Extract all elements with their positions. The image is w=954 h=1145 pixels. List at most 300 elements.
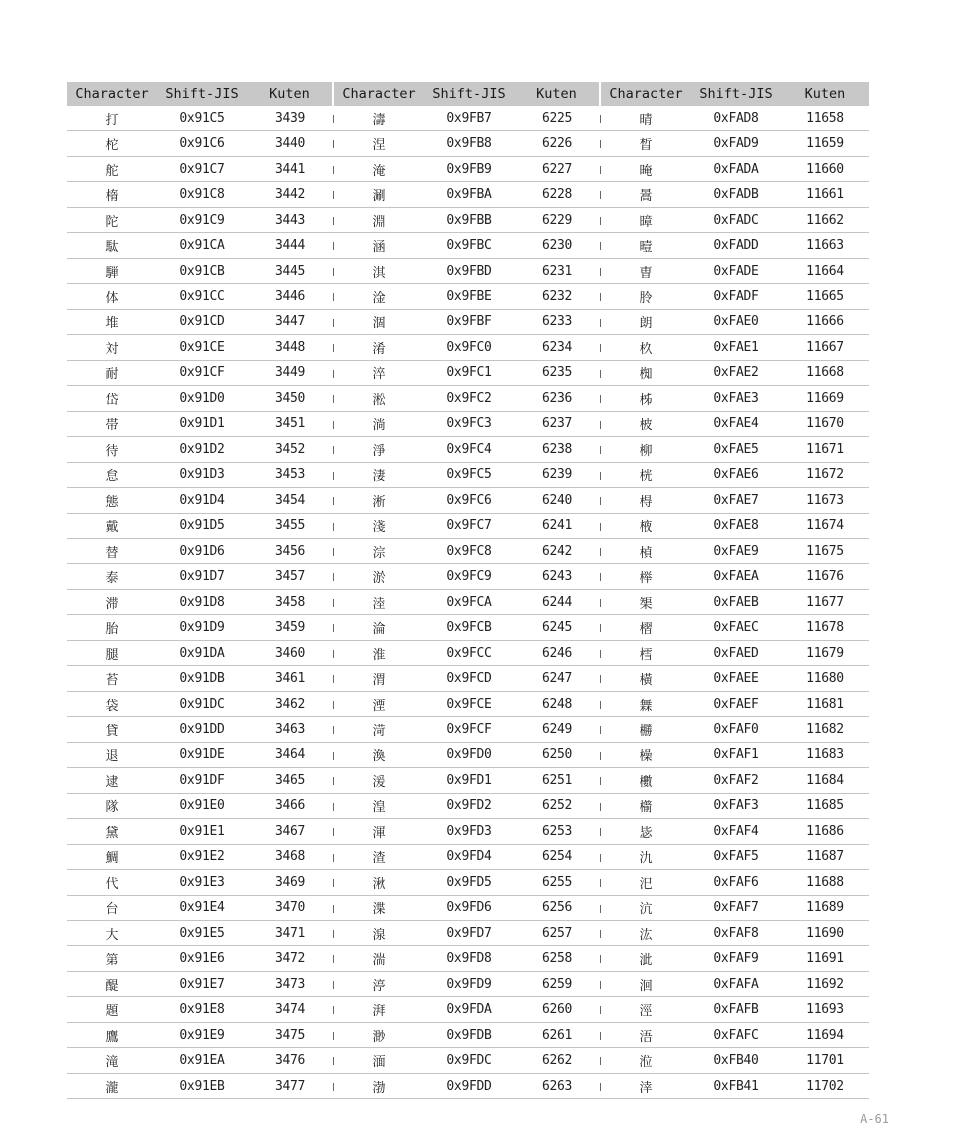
kuten-cell: 11664 (781, 258, 869, 283)
kuten-cell: 6256 (514, 895, 600, 920)
shift-jis-cell: 0xFAEC (691, 615, 781, 640)
character-cell: 暲 (601, 207, 691, 232)
character-cell: 湲 (334, 768, 424, 793)
character-cell: 淒 (334, 462, 424, 487)
group-divider (333, 946, 334, 971)
character-cell: 櫤 (601, 793, 691, 818)
shift-jis-cell: 0xFAD9 (691, 131, 781, 156)
character-cell: 大 (67, 921, 157, 946)
shift-jis-cell: 0x91DC (157, 691, 247, 716)
kuten-cell: 3462 (247, 691, 333, 716)
character-cell: 槢 (601, 615, 691, 640)
kuten-cell: 3447 (247, 309, 333, 334)
shift-jis-cell: 0x9FD5 (424, 870, 514, 895)
shift-jis-cell: 0x9FC6 (424, 488, 514, 513)
kuten-cell: 6235 (514, 360, 600, 385)
character-cell: 湟 (334, 793, 424, 818)
kuten-cell: 11692 (781, 971, 869, 996)
group-divider (333, 615, 334, 640)
character-cell: 氿 (601, 844, 691, 869)
kuten-cell: 11666 (781, 309, 869, 334)
group-divider (600, 488, 601, 513)
shift-jis-cell: 0xFADC (691, 207, 781, 232)
shift-jis-cell: 0x91EA (157, 1048, 247, 1073)
kuten-cell: 6237 (514, 411, 600, 436)
character-cell: 涇 (601, 997, 691, 1022)
shift-jis-cell: 0x9FBD (424, 258, 514, 283)
shift-jis-cell: 0xFAEA (691, 564, 781, 589)
character-cell: 駄 (67, 233, 157, 258)
header-shift-jis-3: Shift-JIS (691, 82, 781, 106)
shift-jis-cell: 0xFAF6 (691, 870, 781, 895)
kuten-cell: 11675 (781, 538, 869, 563)
character-cell: 耐 (67, 360, 157, 385)
shift-jis-cell: 0xFAF8 (691, 921, 781, 946)
kuten-cell: 6254 (514, 844, 600, 869)
character-cell: 晻 (601, 156, 691, 181)
kuten-cell: 6259 (514, 971, 600, 996)
shift-jis-cell: 0x91D7 (157, 564, 247, 589)
table-row (67, 946, 869, 971)
kuten-cell: 6227 (514, 156, 600, 181)
character-cell: 湫 (334, 870, 424, 895)
kuten-cell: 11689 (781, 895, 869, 920)
character-cell: 橳 (601, 717, 691, 742)
character-cell: 淵 (334, 207, 424, 232)
group-divider (333, 971, 334, 996)
group-divider (333, 360, 334, 385)
shift-jis-cell: 0x91C7 (157, 156, 247, 181)
character-cell: 毖 (601, 819, 691, 844)
character-code-table (67, 82, 869, 1099)
table-row (67, 488, 869, 513)
kuten-cell: 6253 (514, 819, 600, 844)
kuten-cell: 11658 (781, 106, 869, 131)
kuten-cell: 3476 (247, 1048, 333, 1073)
shift-jis-cell: 0x9FCE (424, 691, 514, 716)
shift-jis-cell: 0xFAE6 (691, 462, 781, 487)
shift-jis-cell: 0x91CA (157, 233, 247, 258)
shift-jis-cell: 0xFAF5 (691, 844, 781, 869)
group-divider (600, 793, 601, 818)
character-cell: 渭 (334, 666, 424, 691)
table-row (67, 1048, 869, 1073)
kuten-cell: 3468 (247, 844, 333, 869)
shift-jis-cell: 0x91C6 (157, 131, 247, 156)
kuten-cell: 6258 (514, 946, 600, 971)
group-divider (600, 946, 601, 971)
kuten-cell: 3444 (247, 233, 333, 258)
table-row (67, 1022, 869, 1047)
shift-jis-cell: 0x9FD1 (424, 768, 514, 793)
kuten-cell: 6232 (514, 284, 600, 309)
character-cell: 泰 (67, 564, 157, 589)
kuten-cell: 3455 (247, 513, 333, 538)
table-row (67, 971, 869, 996)
character-cell: 櫢 (601, 768, 691, 793)
kuten-cell: 6247 (514, 666, 600, 691)
header-kuten-2: Kuten (514, 82, 600, 106)
shift-jis-cell: 0x9FC9 (424, 564, 514, 589)
character-cell: 沆 (601, 895, 691, 920)
character-cell: 涅 (334, 131, 424, 156)
character-cell: 渫 (334, 895, 424, 920)
character-cell: 淪 (334, 615, 424, 640)
kuten-cell: 3473 (247, 971, 333, 996)
table-body (67, 106, 869, 1099)
kuten-cell: 6234 (514, 335, 600, 360)
kuten-cell: 6255 (514, 870, 600, 895)
character-cell: 淮 (334, 640, 424, 665)
character-cell: 杦 (601, 335, 691, 360)
character-cell: 洄 (601, 971, 691, 996)
shift-jis-cell: 0x9FDA (424, 997, 514, 1022)
character-cell: 汯 (601, 921, 691, 946)
group-divider (333, 131, 334, 156)
group-divider (600, 615, 601, 640)
kuten-cell: 3449 (247, 360, 333, 385)
shift-jis-cell: 0x9FDB (424, 1022, 514, 1047)
table-row (67, 207, 869, 232)
character-cell: 淇 (334, 258, 424, 283)
shift-jis-cell: 0xFAE2 (691, 360, 781, 385)
group-divider (600, 233, 601, 258)
table-row (67, 589, 869, 614)
shift-jis-cell: 0xFAE9 (691, 538, 781, 563)
kuten-cell: 11688 (781, 870, 869, 895)
character-cell: 戴 (67, 513, 157, 538)
kuten-cell: 6262 (514, 1048, 600, 1073)
group-divider (333, 207, 334, 232)
character-cell: 晳 (601, 131, 691, 156)
shift-jis-cell: 0x9FBA (424, 182, 514, 207)
shift-jis-cell: 0x91DD (157, 717, 247, 742)
character-cell: 橆 (601, 691, 691, 716)
character-cell: 柳 (601, 437, 691, 462)
character-cell: 渮 (334, 717, 424, 742)
header-character-1: Character (67, 82, 157, 106)
shift-jis-cell: 0x91E5 (157, 921, 247, 946)
character-cell: 柹 (601, 386, 691, 411)
kuten-cell: 11662 (781, 207, 869, 232)
kuten-cell: 6233 (514, 309, 600, 334)
character-cell: 渣 (334, 844, 424, 869)
character-cell: 逮 (67, 768, 157, 793)
group-divider (333, 284, 334, 309)
group-divider (333, 564, 334, 589)
character-cell: 淬 (334, 360, 424, 385)
shift-jis-cell: 0x91CE (157, 335, 247, 360)
kuten-cell: 11676 (781, 564, 869, 589)
character-cell: 楨 (601, 538, 691, 563)
group-divider (333, 921, 334, 946)
group-divider (333, 488, 334, 513)
character-cell: 腿 (67, 640, 157, 665)
kuten-cell: 11702 (781, 1073, 869, 1098)
table-row (67, 1073, 869, 1098)
character-cell: 退 (67, 742, 157, 767)
kuten-cell: 3459 (247, 615, 333, 640)
kuten-cell: 3474 (247, 997, 333, 1022)
shift-jis-cell: 0x9FC7 (424, 513, 514, 538)
shift-jis-cell: 0x91C8 (157, 182, 247, 207)
shift-jis-cell: 0x9FB7 (424, 106, 514, 131)
shift-jis-cell: 0xFAFA (691, 971, 781, 996)
character-cell: 第 (67, 946, 157, 971)
kuten-cell: 6231 (514, 258, 600, 283)
shift-jis-cell: 0x91E1 (157, 819, 247, 844)
shift-jis-cell: 0x9FB9 (424, 156, 514, 181)
shift-jis-cell: 0xFAF9 (691, 946, 781, 971)
kuten-cell: 3439 (247, 106, 333, 131)
kuten-cell: 11660 (781, 156, 869, 181)
kuten-cell: 3461 (247, 666, 333, 691)
kuten-cell: 11686 (781, 819, 869, 844)
kuten-cell: 3457 (247, 564, 333, 589)
page-number: A-61 (860, 1112, 889, 1126)
character-cell: 貸 (67, 717, 157, 742)
shift-jis-cell: 0xFADE (691, 258, 781, 283)
kuten-cell: 3446 (247, 284, 333, 309)
group-divider (333, 844, 334, 869)
shift-jis-cell: 0x91D2 (157, 437, 247, 462)
kuten-cell: 11693 (781, 997, 869, 1022)
character-cell: 渟 (334, 971, 424, 996)
group-divider (600, 437, 601, 462)
character-cell: 対 (67, 335, 157, 360)
shift-jis-cell: 0x9FD2 (424, 793, 514, 818)
shift-jis-cell: 0x9FD0 (424, 742, 514, 767)
kuten-cell: 11659 (781, 131, 869, 156)
shift-jis-cell: 0x9FD9 (424, 971, 514, 996)
kuten-cell: 11679 (781, 640, 869, 665)
kuten-cell: 11667 (781, 335, 869, 360)
kuten-cell: 3452 (247, 437, 333, 462)
table-row (67, 131, 869, 156)
group-divider (600, 106, 601, 131)
kuten-cell: 6236 (514, 386, 600, 411)
shift-jis-cell: 0xFADD (691, 233, 781, 258)
kuten-cell: 11685 (781, 793, 869, 818)
character-cell: 涸 (334, 309, 424, 334)
character-cell: 渙 (334, 742, 424, 767)
shift-jis-cell: 0xFAF3 (691, 793, 781, 818)
character-cell: 黛 (67, 819, 157, 844)
group-divider (600, 768, 601, 793)
table-row (67, 182, 869, 207)
character-cell: 渺 (334, 1022, 424, 1047)
group-divider (600, 360, 601, 385)
header-shift-jis-1: Shift-JIS (157, 82, 247, 106)
shift-jis-cell: 0x9FC2 (424, 386, 514, 411)
table-row (67, 513, 869, 538)
shift-jis-cell: 0xFAF7 (691, 895, 781, 920)
kuten-cell: 11681 (781, 691, 869, 716)
shift-jis-cell: 0x9FDD (424, 1073, 514, 1098)
shift-jis-cell: 0x91E3 (157, 870, 247, 895)
group-divider (600, 207, 601, 232)
group-divider (333, 233, 334, 258)
shift-jis-cell: 0x91D9 (157, 615, 247, 640)
kuten-cell: 3465 (247, 768, 333, 793)
kuten-cell: 6239 (514, 462, 600, 487)
kuten-cell: 11694 (781, 1022, 869, 1047)
group-divider (333, 462, 334, 487)
character-cell: 怠 (67, 462, 157, 487)
shift-jis-cell: 0x91E0 (157, 793, 247, 818)
character-cell: 湃 (334, 997, 424, 1022)
table-header (67, 82, 869, 106)
character-cell: 袋 (67, 691, 157, 716)
character-cell: 渤 (334, 1073, 424, 1098)
group-divider (600, 742, 601, 767)
kuten-cell: 6226 (514, 131, 600, 156)
shift-jis-cell: 0x9FC0 (424, 335, 514, 360)
kuten-cell: 6242 (514, 538, 600, 563)
kuten-cell: 11673 (781, 488, 869, 513)
table-row (67, 742, 869, 767)
kuten-cell: 6261 (514, 1022, 600, 1047)
shift-jis-cell: 0x91CD (157, 309, 247, 334)
shift-jis-cell: 0x91D3 (157, 462, 247, 487)
table-row (67, 844, 869, 869)
character-cell: 帯 (67, 411, 157, 436)
shift-jis-cell: 0xFADB (691, 182, 781, 207)
table-row (67, 666, 869, 691)
character-cell: 岱 (67, 386, 157, 411)
group-divider (333, 768, 334, 793)
kuten-cell: 11684 (781, 768, 869, 793)
shift-jis-cell: 0x91E9 (157, 1022, 247, 1047)
character-cell: 椥 (601, 360, 691, 385)
group-divider (333, 895, 334, 920)
group-divider (333, 997, 334, 1022)
shift-jis-cell: 0x91D4 (157, 488, 247, 513)
shift-jis-cell: 0x91E6 (157, 946, 247, 971)
character-cell: 湎 (334, 1048, 424, 1073)
character-cell: 橫 (601, 666, 691, 691)
table-row (67, 437, 869, 462)
kuten-cell: 11687 (781, 844, 869, 869)
shift-jis-cell: 0x9FCC (424, 640, 514, 665)
kuten-cell: 3466 (247, 793, 333, 818)
group-divider (333, 640, 334, 665)
header-kuten-3: Kuten (781, 82, 869, 106)
character-cell: 騨 (67, 258, 157, 283)
shift-jis-cell: 0xFAF4 (691, 819, 781, 844)
kuten-cell: 11701 (781, 1048, 869, 1073)
character-cell: 泚 (601, 946, 691, 971)
group-divider (600, 564, 601, 589)
character-cell: 榉 (601, 564, 691, 589)
kuten-cell: 3458 (247, 589, 333, 614)
character-cell: 醍 (67, 971, 157, 996)
kuten-cell: 3440 (247, 131, 333, 156)
shift-jis-cell: 0x9FC5 (424, 462, 514, 487)
shift-jis-cell: 0xFADF (691, 284, 781, 309)
table-row (67, 921, 869, 946)
table-row (67, 640, 869, 665)
shift-jis-cell: 0x9FCB (424, 615, 514, 640)
shift-jis-cell: 0x91DF (157, 768, 247, 793)
character-cell: 打 (67, 106, 157, 131)
group-divider (600, 640, 601, 665)
kuten-cell: 3448 (247, 335, 333, 360)
character-cell: 淅 (334, 488, 424, 513)
group-divider (333, 335, 334, 360)
group-divider (333, 106, 334, 131)
table-row (67, 284, 869, 309)
header-character-3: Character (601, 82, 691, 106)
group-divider (333, 819, 334, 844)
table-row (67, 335, 869, 360)
group-divider (600, 284, 601, 309)
group-divider (600, 1048, 601, 1073)
character-cell: 渾 (334, 819, 424, 844)
shift-jis-cell: 0x91EB (157, 1073, 247, 1098)
kuten-cell: 3477 (247, 1073, 333, 1098)
character-cell: 隊 (67, 793, 157, 818)
kuten-cell: 3472 (247, 946, 333, 971)
kuten-cell: 3454 (247, 488, 333, 513)
group-divider (333, 437, 334, 462)
character-cell: 淕 (334, 589, 424, 614)
character-cell: 滝 (67, 1048, 157, 1073)
kuten-cell: 11691 (781, 946, 869, 971)
kuten-cell: 11671 (781, 437, 869, 462)
shift-jis-cell: 0x9FBB (424, 207, 514, 232)
kuten-cell: 3456 (247, 538, 333, 563)
character-cell: 待 (67, 437, 157, 462)
character-cell: 樰 (601, 640, 691, 665)
shift-jis-cell: 0xFAE7 (691, 488, 781, 513)
group-divider (333, 691, 334, 716)
shift-jis-cell: 0x91DA (157, 640, 247, 665)
kuten-cell: 3467 (247, 819, 333, 844)
shift-jis-cell: 0x9FD4 (424, 844, 514, 869)
character-cell: 瀧 (67, 1073, 157, 1098)
shift-jis-cell: 0x9FC3 (424, 411, 514, 436)
character-cell: 堆 (67, 309, 157, 334)
shift-jis-cell: 0x91DB (157, 666, 247, 691)
kuten-cell: 11682 (781, 717, 869, 742)
group-divider (333, 258, 334, 283)
group-divider (600, 309, 601, 334)
shift-jis-cell: 0x91E7 (157, 971, 247, 996)
kuten-cell: 3469 (247, 870, 333, 895)
group-divider (600, 997, 601, 1022)
kuten-cell: 6246 (514, 640, 600, 665)
kuten-cell: 11661 (781, 182, 869, 207)
group-divider (333, 717, 334, 742)
character-cell: 晴 (601, 106, 691, 131)
table-row (67, 691, 869, 716)
shift-jis-cell: 0x9FB8 (424, 131, 514, 156)
shift-jis-cell: 0xFAD8 (691, 106, 781, 131)
group-divider (333, 870, 334, 895)
character-cell: 涬 (601, 1073, 691, 1098)
shift-jis-cell: 0x9FC4 (424, 437, 514, 462)
group-divider (600, 156, 601, 181)
shift-jis-cell: 0x91CF (157, 360, 247, 385)
character-cell: 湮 (334, 691, 424, 716)
shift-jis-cell: 0xFAE8 (691, 513, 781, 538)
shift-jis-cell: 0x9FCF (424, 717, 514, 742)
group-divider (600, 589, 601, 614)
kuten-cell: 6251 (514, 768, 600, 793)
character-cell: 体 (67, 284, 157, 309)
kuten-cell: 3445 (247, 258, 333, 283)
